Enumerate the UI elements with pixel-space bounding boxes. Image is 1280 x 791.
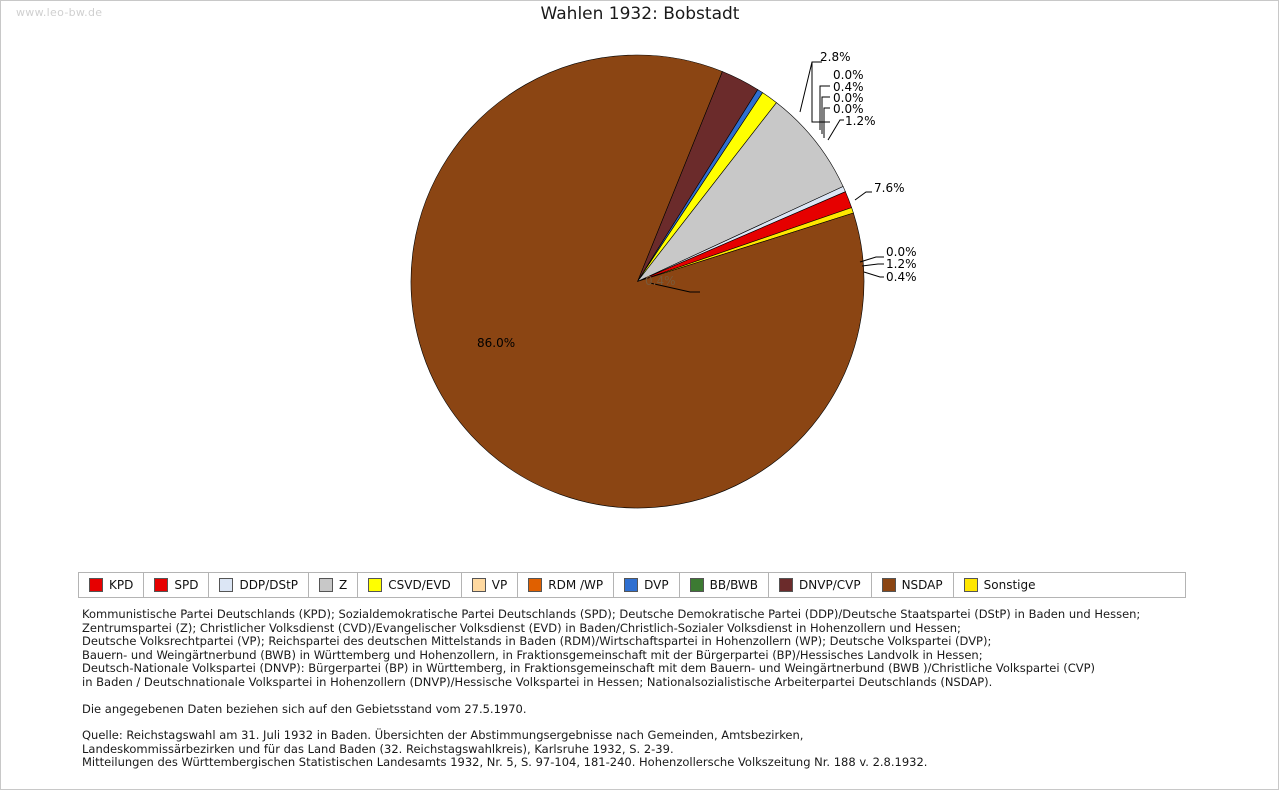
leader-line <box>862 264 884 266</box>
legend-swatch <box>89 578 103 592</box>
legend-swatch <box>690 578 704 592</box>
chart-title: Wahlen 1932: Bobstadt <box>540 4 740 24</box>
legend-item-vp <box>462 573 518 597</box>
leader-line <box>812 62 830 122</box>
leader-line <box>860 257 884 262</box>
legend-item-csvd-evd <box>358 573 462 597</box>
legend-item-bb-bwb <box>680 573 769 597</box>
legend-swatch <box>319 578 333 592</box>
legend-label: RDM /WP <box>548 578 604 592</box>
legend-item-kpd <box>79 573 144 597</box>
legend-item-sonstige <box>954 573 1046 597</box>
legend-swatch <box>964 578 978 592</box>
slice-label-csvd: 1.2% <box>845 114 876 128</box>
legend-swatch <box>368 578 382 592</box>
legend-swatch <box>472 578 486 592</box>
note-line: Deutsche Volksrechtpartei (VP); Reichspartei des deutschen Mittelstands in Baden (RDM)/Wirtschaftspartei in Hohenzollern (WP); Deutsche Volkspartei (DVP); <box>82 634 992 649</box>
legend-label: CSVD/EVD <box>388 578 451 592</box>
leader-line <box>864 272 884 277</box>
slice-label-spd: 1.2% <box>886 257 917 271</box>
legend-swatch <box>154 578 168 592</box>
slice-label-dnvp: 2.8% <box>820 50 851 64</box>
note-line: in Baden / Deutschnationale Volkspartei in Hohenzollern (DNVP)/Hessische Volkspartei in Hessen; Nationalsozialistische Arbeiterpartei Deutschlands (NSDAP). <box>82 674 993 689</box>
legend-item-ddp-dstp <box>209 573 309 597</box>
note-line: Mitteilungen des Württembergischen Statistischen Landesamts 1932, Nr. 5, S. 97-104, 181-240. Hohenzollersche Volkszeitung Nr. 188 v. 2.8.1932. <box>82 755 928 770</box>
leader-line <box>828 120 844 140</box>
footnotes <box>82 608 1212 770</box>
legend-swatch <box>779 578 793 592</box>
pie-slices <box>411 55 864 508</box>
note-line: Kommunistische Partei Deutschlands (KPD); Sozialdemokratische Partei Deutschlands (SPD); Deutsche Demokratische Partei (DDP)/Deutsche Staatspartei (DStP) in Baden und Hessen; <box>82 607 1141 621</box>
legend-label: DVP <box>644 578 669 592</box>
legend-label: DDP/DStP <box>239 578 299 592</box>
legend-label: BB/BWB <box>709 578 759 592</box>
leader-line <box>824 108 830 138</box>
legend-label: VP <box>491 578 508 592</box>
slice-label-bbbwb: 0.0% <box>833 68 864 82</box>
legend-item-nsdap <box>872 573 954 597</box>
legend-swatch <box>219 578 233 592</box>
legend-item-z <box>309 573 358 597</box>
slice-label-rdm: 0.0% <box>833 91 864 105</box>
slice-label-nsdap: 86.0% <box>477 336 516 350</box>
note-line: Landeskommissärbezirken und für das Land Baden (32. Reichstagswahlkreis), Karlsruhe 1932, S. 2-39. <box>82 741 674 756</box>
watermark: www.leo-bw.de <box>16 6 103 19</box>
leader-line <box>800 62 822 112</box>
legend-item-dnvp-cvp <box>769 573 872 597</box>
note-line: Deutsch-Nationale Volkspartei (DNVP): Bürgerpartei (BP) in Württemberg, in Fraktionsgemeinschaft mit dem Bauern- und Weingärtnerbund (BWB )/Christliche Volkspartei (CVP) <box>82 661 1096 676</box>
legend-item-dvp <box>614 573 679 597</box>
slice-label-dvp: 0.4% <box>833 80 864 94</box>
legend-label: Z <box>339 578 348 592</box>
slice-label-sonstige: 0.4% <box>645 274 676 288</box>
legend-label: NSDAP <box>901 578 943 592</box>
legend-swatch <box>528 578 542 592</box>
legend-item-rdm-wp <box>518 573 614 597</box>
note-line: Zentrumspartei (Z); Christlicher Volksdienst (CVD)/Evangelischer Volksdienst (EVD) in Baden/Christlich-Sozialer Volksdienst in Hohenzollern und Hessen; <box>82 620 961 635</box>
slice-label-z: 7.6% <box>874 181 905 195</box>
chart-legend <box>78 572 1186 598</box>
legend-swatch <box>624 578 638 592</box>
slice-label-kpd: 0.4% <box>886 270 917 284</box>
leader-line <box>822 97 830 134</box>
legend-label: KPD <box>109 578 134 592</box>
legend-label: DNVP/CVP <box>799 578 861 592</box>
legend-swatch <box>882 578 896 592</box>
legend-item-spd <box>144 573 209 597</box>
note-line: Bauern- und Weingärtnerbund (BWB) in Württemberg und Hohenzollern, in Fraktionsgemeinschaft mit der Bürgerpartei (BP)/Hessisches Landvolk in Hessen; <box>82 647 983 662</box>
slice-label-vp: 0.0% <box>833 102 864 116</box>
slice-label-ddp: 0.0% <box>886 245 917 259</box>
leader-line <box>855 192 872 200</box>
note-line: Quelle: Reichstagswahl am 31. Juli 1932 in Baden. Übersichten der Abstimmungsergebnisse nach Gemeinden, Amtsbezirken, <box>82 728 804 743</box>
note-line: Die angegebenen Daten beziehen sich auf den Gebietsstand vom 27.5.1970. <box>82 701 527 716</box>
legend-label: Sonstige <box>983 578 1036 592</box>
legend-label: SPD <box>174 578 199 592</box>
